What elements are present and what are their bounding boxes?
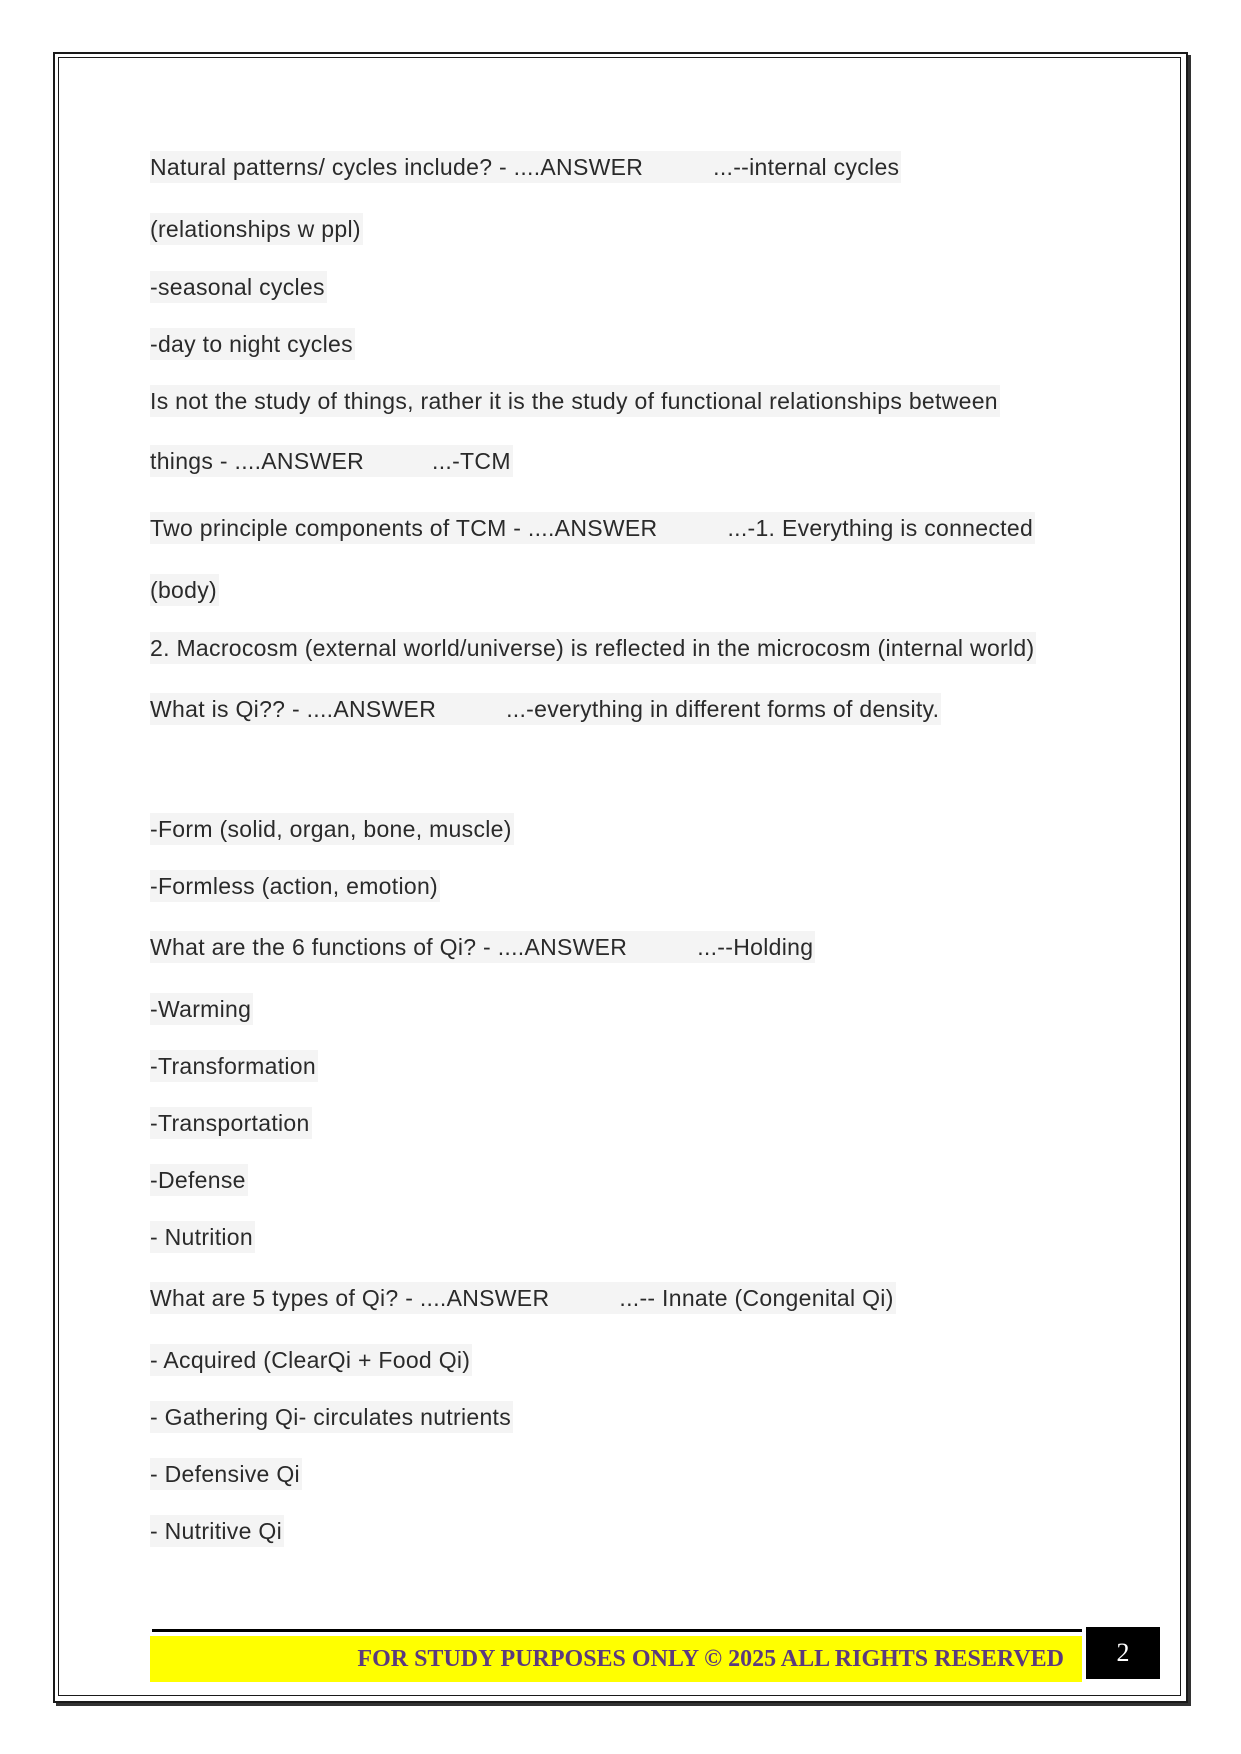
question-text: things - ....ANSWER <box>150 448 365 474</box>
footer-rule <box>152 1629 1082 1632</box>
question-what-is-qi <box>150 693 941 725</box>
answer-text: ...-1. Everything is connected <box>727 515 1034 541</box>
answer-line: -Transformation <box>150 1050 318 1082</box>
answer-line: - Nutrition <box>150 1221 255 1253</box>
question-line: Is not the study of things, rather it is the study of functional relationships between <box>150 385 1000 417</box>
question-text: Natural patterns/ cycles include? - ....ANSWER <box>150 154 644 180</box>
question-text: Two principle components of TCM - ....ANSWER <box>150 515 658 541</box>
footer-notice: FOR STUDY PURPOSES ONLY © 2025 ALL RIGHTS RESERVED <box>150 1636 1082 1682</box>
answer-line: -Transportation <box>150 1107 312 1139</box>
answer-line: -Defense <box>150 1164 248 1196</box>
page-number: 2 <box>1086 1627 1160 1679</box>
question-natural-patterns <box>150 151 901 183</box>
answer-line: (relationships w ppl) <box>150 213 363 245</box>
answer-text: ...--Holding <box>697 934 814 960</box>
answer-line: (body) <box>150 574 219 606</box>
answer-line: -seasonal cycles <box>150 271 327 303</box>
question-text: What is Qi?? - ....ANSWER <box>150 696 437 722</box>
answer-text: ...-TCM <box>432 448 511 474</box>
answer-line: -Formless (action, emotion) <box>150 870 440 902</box>
answer-text: ...-- Innate (Congenital Qi) <box>619 1285 894 1311</box>
answer-line: - Defensive Qi <box>150 1458 302 1490</box>
question-text: What are 5 types of Qi? - ....ANSWER <box>150 1285 550 1311</box>
answer-line: -Warming <box>150 993 253 1025</box>
question-qi-types <box>150 1282 896 1314</box>
answer-line: - Acquired (ClearQi + Food Qi) <box>150 1344 472 1376</box>
answer-line: - Nutritive Qi <box>150 1515 284 1547</box>
answer-text: ...--internal cycles <box>713 154 900 180</box>
question-tcm <box>150 445 513 477</box>
answer-text: ...-everything in different forms of density. <box>506 696 940 722</box>
answer-line: -Form (solid, organ, bone, muscle) <box>150 813 514 845</box>
answer-line: - Gathering Qi- circulates nutrients <box>150 1401 513 1433</box>
question-qi-functions <box>150 931 815 963</box>
answer-line: -day to night cycles <box>150 328 355 360</box>
question-tcm-components <box>150 512 1035 544</box>
question-text: What are the 6 functions of Qi? - ....ANSWER <box>150 934 628 960</box>
answer-line: 2. Macrocosm (external world/universe) is reflected in the microcosm (internal world) <box>150 632 1036 664</box>
